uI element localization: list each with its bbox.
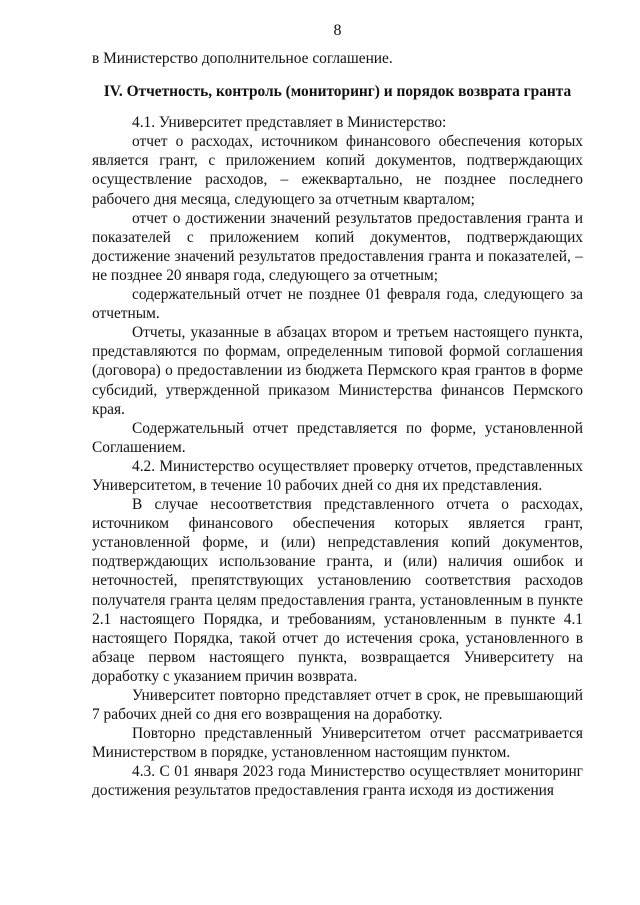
page-number: 8 <box>333 22 342 39</box>
paragraph-4-1-intro: 4.1. Университет представляет в Министерство: <box>132 114 447 132</box>
paragraph-4-3: 4.3. С 01 января 2023 года Министерство осуществляет мониторинг достижения результатов предоставления гранта исходя из достижения <box>92 763 583 800</box>
paragraph-content-report-form: Содержательный отчет представляется по форме, установленной Соглашением. <box>92 419 583 456</box>
paragraph-expense-report: отчет о расходах, источником финансового обеспечения которых является грант, с приложением копий документов, подтверждающих осуществление расходов, – ежеквартально, не позднее последнего рабочего дня месяца, следующего за отчетным кварталом; <box>92 133 583 208</box>
paragraph-content-report: содержательный отчет не позднее 01 февраля года, следующего за отчетным. <box>92 286 583 323</box>
paragraph-nonconformity: В случае несоответствия представленного отчета о расходах, источником финансового обеспечения которых является грант, установленной форме, и (или) непредставления копий документов, подтверждающих использование гранта, и (или) наличия ошибок и неточностей, препятствующих установлению соответствия расходов получателя гранта целям предоставления гранта, установленным в пункте 2.1 настоящего Порядка, и требованиям, установленным в пункте 4.1 настоящего Порядка, такой отчет до истечения срока, установленного в абзаце первом настоящего пункта, возвращается Университету на доработку с указанием причин возврата. <box>92 496 583 685</box>
paragraph-repeated-review: Повторно представленный Университетом отчет рассматривается Министерством в порядке, установленном настоящим пунктом. <box>92 725 583 762</box>
section-heading: IV. Отчетность, контроль (мониторинг) и порядок возврата гранта <box>103 83 572 101</box>
continuation-paragraph: в Министерство дополнительное соглашение. <box>92 50 393 67</box>
paragraph-resubmission: Университет повторно представляет отчет в срок, не превышающий 7 рабочих дней со дня его возвращения на доработку. <box>92 687 583 724</box>
paragraph-results-report: отчет о достижении значений результатов предоставления гранта и показателей с приложением копий документов, подтверждающих достижение значений результатов предоставления гранта и показателей, – не позднее 20 января года, следующего за отчетным; <box>92 209 583 284</box>
paragraph-report-forms: Отчеты, указанные в абзацах втором и третьем настоящего пункта, представляются по формам, определенным типовой формой соглашения (договора) о предоставлении из бюджета Пермского края грантов в форме субсидий, утвержденной приказом Министерства финансов Пермского края. <box>92 324 583 418</box>
paragraph-4-2: 4.2. Министерство осуществляет проверку отчетов, представленных Университетом, в течение 10 рабочих дней со дня их представления. <box>92 457 583 494</box>
